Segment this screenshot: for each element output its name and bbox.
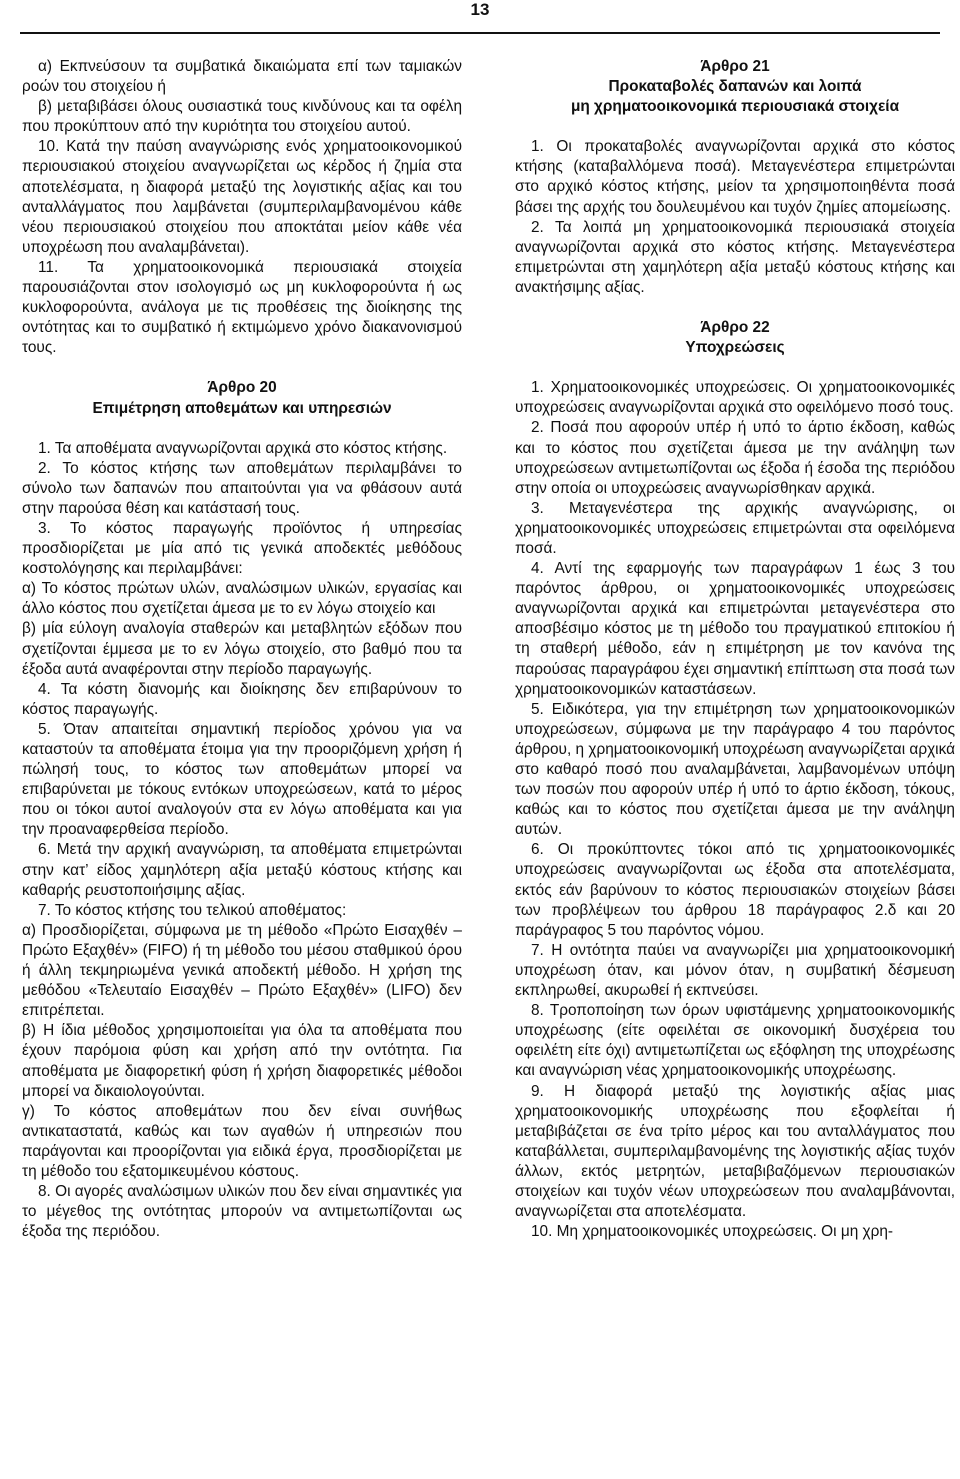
paragraph: 9. Η διαφορά μεταξύ της λογιστικής αξίας μιας χρηματοοικονομικής υποχρέωσης που εξοφλείται ή μεταβιβάζεται σε ένα τρίτο μέρος και του ανταλλάγματος που καταβάλλεται, συμπεριλαμβανομένης της λογιστικής αξίας τυχόν άλλων, εκτός μετρητών, μεταβιβαζόμενων περιουσιακών στοιχείων και τυχόν νέων υποχρεώσεων που αναλαμβάνονται, αναγνωρίζεται στα αποτελέσματα. <box>515 1082 955 1221</box>
paragraph: 4. Τα κόστη διανομής και διοίκησης δεν επιβαρύνουν το κόστος παραγωγής. <box>22 680 462 718</box>
paragraph: 5. Ειδικότερα, για την επιμέτρηση των χρηματοοικονομικών υποχρεώσεων, σύμφωνα με την παράγραφο 4 του παρόντος άρθρου, η χρηματοοικονομική υποχρέωση αναγνωρίζεται αρχικά στο καθαρό ποσό που αναλαμβάνεται, λαμβανομένων υπόψη των ποσών που αφορούν υπέρ ή υπό το άρτιο έκδοση, τόκους, καθώς και το κόστος που σχετίζεται άμεσα με την ανάληψη αυτών. <box>515 700 955 839</box>
paragraph: 11. Τα χρηματοοικονομικά περιουσιακά στοιχεία παρουσιάζονται στον ισολογισμό ως μη κυκλοφορούντα ή ως κυκλοφορούντα, ανάλογα με τις προθέσεις της διοίκησης της οντότητας και το συμβατικό ή εκτιμώμενο χρόνο διακανονισμού τους. <box>22 258 462 357</box>
paragraph: 1. Χρηματοοικονομικές υποχρεώσεις. Οι χρηματοοικονομικές υποχρεώσεις αναγνωρίζονται αρχικά στο οφειλόμενο ποσό τους. <box>515 379 955 417</box>
article-21-title: Άρθρο 21 <box>700 58 770 75</box>
paragraph: 2. Τα λοιπά μη χρηματοοικονομικά περιουσιακά στοιχεία αναγνωρίζονται αρχικά στο κόστος κτήσης. Μεταγενέστερα επιμετρώνται στη χαμηλότερη αξία μεταξύ κόστους κτήσης και ανακτήσιμης αξίας. <box>515 218 955 296</box>
paragraph: 2. Το κόστος κτήσης των αποθεμάτων περιλαμβάνει το σύνολο των δαπανών που απαιτούνται για να φθάσουν αυτά στην παρούσα θέση και κατάστασή τους. <box>22 459 462 517</box>
paragraph: 5. Όταν απαιτείται σημαντική περίοδος χρόνου για να καταστούν τα αποθέματα έτοιμα για την προοριζόμενη χρήση ή πώλησή τους, το κόστος των αποθεμάτων μπορεί να επιβαρύνεται με τόκους εντόκων υποχρεώσεων, κατά το μέρος που οι τόκοι αυτοί αναλογούν στα εν λόγω αποθέματα και για την προαναφερθείσα περίοδο. <box>22 720 462 839</box>
paragraph: 1. Τα αποθέματα αναγνωρίζονται αρχικά στο κόστος κτήσης. <box>38 439 448 457</box>
paragraph: 7. Το κόστος κτήσης του τελικού αποθέματος: <box>38 901 347 919</box>
paragraph: α) Εκπνεύσουν τα συμβατικά δικαιώματα επί των ταμιακών ροών του στοιχείου ή <box>22 58 462 96</box>
paragraph: 10. Κατά την παύση αναγνώρισης ενός χρηματοοικονομικού περιουσιακού στοιχείου αναγνωρίζεται ως κέρδος ή ζημία στα αποτελέσματα, η διαφορά μεταξύ της λογιστικής αξίας και του ανταλλάγματος που λαμβάνεται (συμπεριλαμβανομένου κάθε νέου περιουσιακού στοιχείου που αποκτάται μείον κάθε νέα υποχρέωση που αναλαμβάνεται). <box>22 138 462 256</box>
left-column <box>22 57 462 1242</box>
paragraph: 3. Μεταγενέστερα της αρχικής αναγνώρισης, οι χρηματοοικονομικές υποχρεώσεις επιμετρώνται στα οφειλόμενα ποσά. <box>515 499 955 557</box>
paragraph: 7. Η οντότητα παύει να αναγνωρίζει μια χρηματοοικονομική υποχρέωση όταν, και μόνον όταν, η συμβατική δέσμευση εκπληρωθεί, ακυρωθεί ή εκπνεύσει. <box>515 941 955 1000</box>
article-22-title: Άρθρο 22 <box>700 319 770 337</box>
right-column <box>515 57 955 1242</box>
page-number: 13 <box>470 0 490 19</box>
paragraph: γ) Το κόστος αποθεμάτων που δεν είναι συνήθως αντικαταστατά, καθώς και των αγαθών ή υπηρεσιών που παράγονται και προορίζονται για ειδικά έργα, προσδιορίζεται με τη μέθοδο του εξατομικευμένου κόστους. <box>22 1102 462 1180</box>
paragraph: 6. Μετά την αρχική αναγνώριση, τα αποθέματα επιμετρώνται στην κατ’ είδος χαμηλότερη αξία μεταξύ κόστους κτήσης και καθαρής ρευστοποιήσιμης αξίας. <box>22 841 462 899</box>
paragraph: 2. Ποσά που αφορούν υπέρ ή υπό το άρτιο έκδοση, καθώς και το κόστος που σχετίζεται άμεσα με την ανάληψη των υποχρεώσεων αντιμετωπίζονται ως έξοδα ή έσοδα της περιόδου στην οποία οι υποχρεώσεις αναγνωρίσθηκαν αρχικά. <box>515 419 955 497</box>
paragraph: 6. Οι προκύπτοντες τόκοι από τις χρηματοοικονομικές υποχρεώσεις αναγνωρίζονται ως έξοδα στα αποτελέσματα, εκτός εάν βαρύνουν το κόστος περιουσιακών στοιχείων βάσει των προβλέψεων του άρθρου 18 παράγραφος 2.δ και 20 παράγραφος 5 του παρόντος νόμου. <box>515 841 955 939</box>
article-22-subtitle: Υποχρεώσεις <box>685 339 785 357</box>
article-21-subtitle-line2: μη χρηματοοικονομικά περιουσιακά στοιχεία <box>570 98 900 116</box>
paragraph: 8. Τροποποίηση των όρων υφιστάμενης χρηματοοικονομικής υποχρέωσης (είτε οφειλέται σε οικονομική δυσχέρεια του οφειλέτη είτε όχι) αντιμετωπίζεται ως εξόφληση της υποχρέωσης και αναγνώριση νέας χρηματοοικονομικής υποχρέωσης. <box>515 1002 955 1080</box>
article-20-subtitle: Επιμέτρηση αποθεμάτων και υπηρεσιών <box>92 399 392 417</box>
paragraph: α) Προσδιορίζεται, σύμφωνα με τη μέθοδο «Πρώτο Εισαχθέν – Πρώτο Εξαχθέν» (FIFO) ή τη μέθοδο του μέσου σταθμικού όρου ή άλλη τεκμηριωμένα γενικά αποδεκτή μέθοδο. Η χρήση της μεθόδου «Τελευταίο Εισαχθέν – Πρώτο Εξαχθέν» (LIFO) δεν επιτρέπεται. <box>22 921 462 1020</box>
paragraph: β) Η ίδια μέθοδος χρησιμοποιείται για όλα τα αποθέματα που έχουν παρόμοια φύση και χρήση από την οντότητα. Για αποθέματα με διαφορετική φύση ή χρήση διαφορετικές μέθοδοι μπορεί να δικαιολογούνται. <box>22 1022 462 1100</box>
paragraph: 4. Αντί της εφαρμογής των παραγράφων 1 έως 3 του παρόντος άρθρου, οι χρηματοοικονομικές υποχρεώσεις αναγνωρίζονται αρχικά και επιμετρώνται μεταγενέστερα στο αποσβέσιμο κόστος με τη μέθοδο του πραγματικού επιτοκίου ή τη σταθερή μέθοδο, εάν η επιμέτρηση με τον κανόνα της παρούσας παραγράφου έχει σημαντική επίπτωση στα ποσά των χρηματοοικονομικών καταστάσεων. <box>515 560 955 698</box>
paragraph: α) Το κόστος πρώτων υλών, αναλώσιμων υλικών, εργασίας και άλλο κόστος που σχετίζεται άμεσα με το εν λόγω στοιχείο και <box>22 580 462 618</box>
paragraph: 3. Το κόστος παραγωγής προϊόντος ή υπηρεσίας προσδιορίζεται με μία από τις γενικά αποδεκτές μεθόδους κοστολόγησης και περιλαμβάνει: <box>22 519 462 578</box>
paragraph: 10. Μη χρηματοοικονομικές υποχρεώσεις. Οι μη χρη- <box>531 1223 894 1241</box>
header-rule <box>20 32 940 34</box>
paragraph: 8. Οι αγορές αναλώσιμων υλικών που δεν είναι σημαντικές για το μέγεθος της οντότητας μπορούν να αντιμετωπίζονται ως έξοδα της περιόδου. <box>22 1183 462 1241</box>
paragraph: β) μία εύλογη αναλογία σταθερών και μεταβλητών εξόδων που σχετίζονται έμμεσα με το εν λόγω στοιχείο, στο βαθμό που τα έξοδα αυτά αναφέρονται στην περίοδο παραγωγής. <box>22 620 462 678</box>
paragraph: 1. Οι προκαταβολές αναγνωρίζονται αρχικά στο κόστος κτήσης (καταβαλλόμενα ποσά). Μεταγενέστερα επιμετρώνται στο αρχικό κόστος κτήσης, μείον τα χρησιμοποιηθέντα ποσά βάσει της αρχής του δουλευμένου και τυχόν ζημίες απομείωσης. <box>515 138 955 216</box>
paragraph: β) μεταβιβάσει όλους ουσιαστικά τους κινδύνους και τα οφέλη που προκύπτουν από την κυριότητα του στοιχείου αυτού. <box>22 98 462 136</box>
article-21-subtitle: Προκαταβολές δαπανών και λοιπά <box>608 78 862 96</box>
article-20-title: Άρθρο 20 <box>207 379 277 397</box>
